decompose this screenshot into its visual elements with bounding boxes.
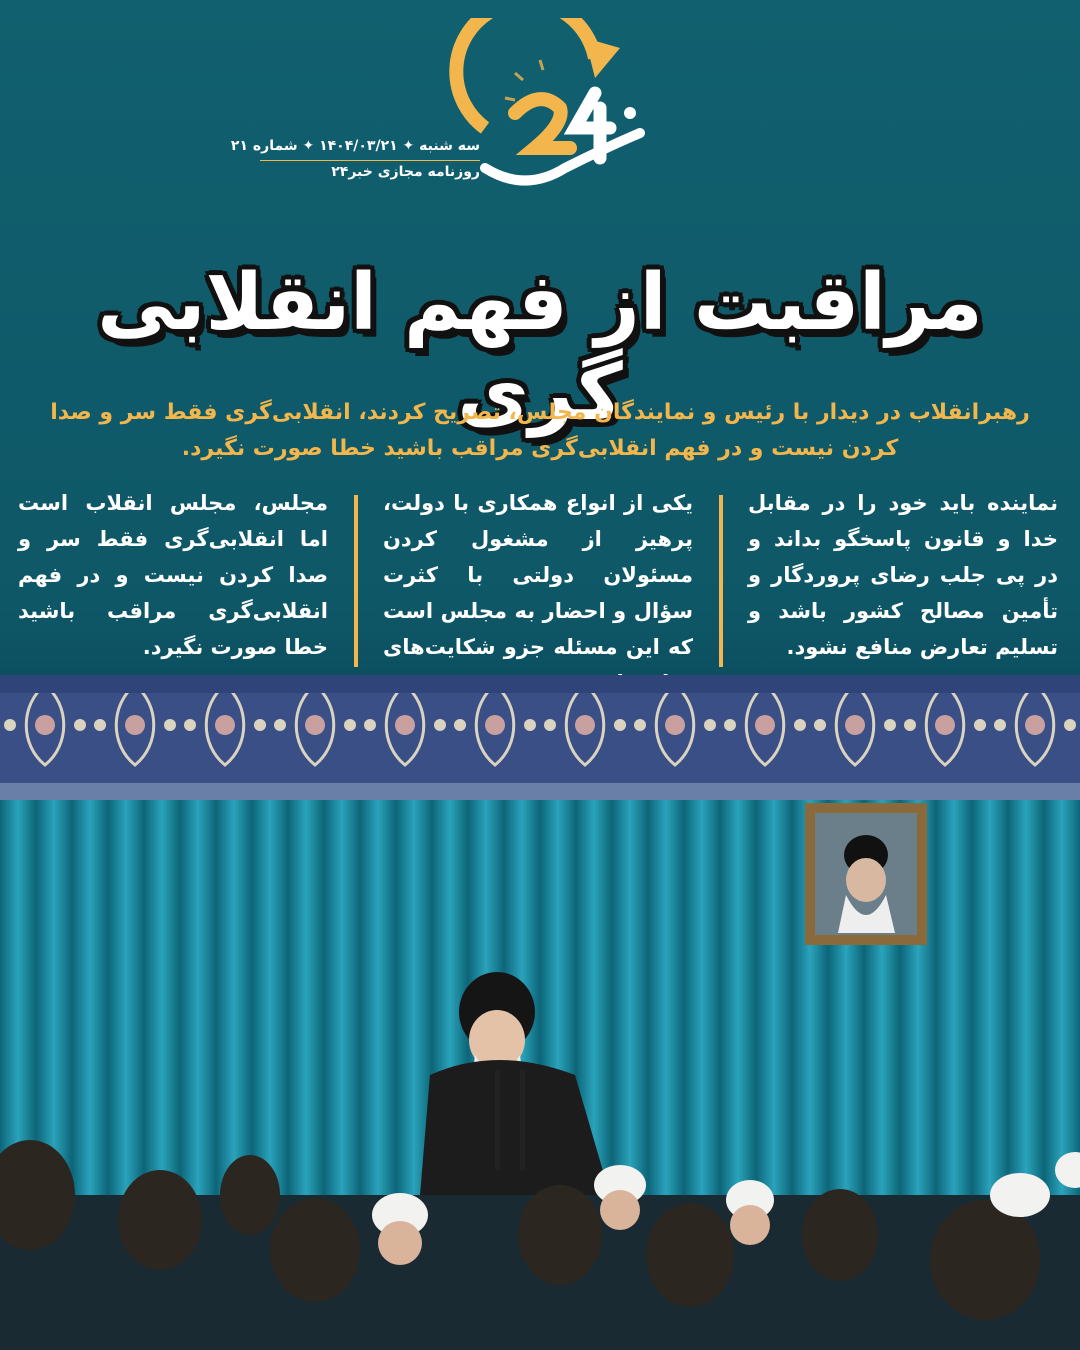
column-divider xyxy=(719,495,723,667)
page-title: مراقبت از فهم انقلابی گری xyxy=(97,258,983,438)
masthead xyxy=(230,18,670,198)
meeting-photo xyxy=(0,675,1080,1350)
issue-line: سه شنبه ✦ ۱۴۰۴/۰۳/۲۱ ✦ شماره ۲۱ xyxy=(230,138,480,154)
quote-column-3: مجلس، مجلس انقلاب است اما انقلابی‌گری فقط سر و صدا کردن نیست و در فهم انقلابی‌گری مراقب باشید خطا صورت نگیرد. xyxy=(18,491,328,659)
column-divider xyxy=(354,495,358,667)
issue-meta xyxy=(230,138,480,180)
tagline: روزنامه مجازی خبر۲۴ xyxy=(260,160,480,180)
lead-paragraph: رهبرانقلاب در دیدار با رئیس و نمایندگان مجلس، تصریح کردند، انقلابی‌گری فقط سر و صدا کردن نیست و در فهم انقلابی‌گری مراقب باشید خطا صورت نگیرد. xyxy=(50,400,1030,461)
quote-columns xyxy=(18,485,1058,665)
quote-column-1: نماینده باید خود را در مقابل خدا و قانون پاسخگو بداند و در پی جلب رضای پروردگار و تأمین مصالح کشور باشد و تسلیم تعارض منافع نشود. xyxy=(748,491,1058,659)
quote-column-2: یکی از انواع همکاری با دولت، پرهیز از مشغول کردن مسئولان دولتی با کثرت سؤال و احضار به مجلس است که این مسئله جزو شکایت‌های xyxy=(383,491,693,659)
